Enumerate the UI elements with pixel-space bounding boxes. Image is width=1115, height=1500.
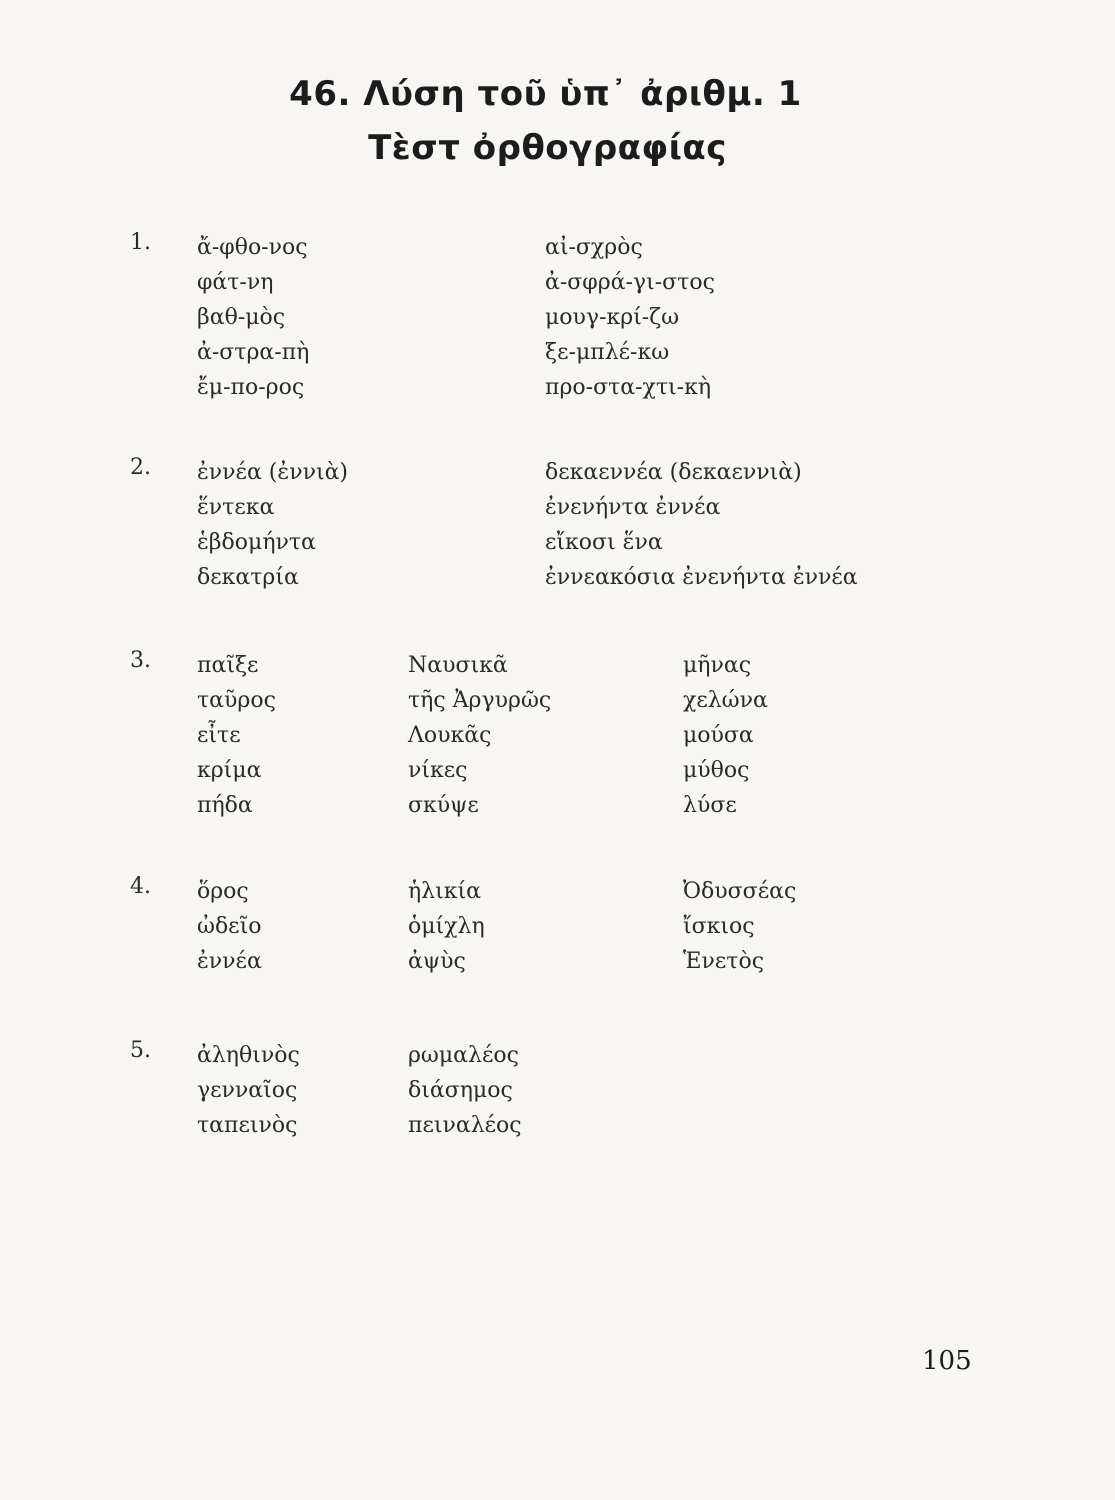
word: Ναυσικᾶ [408,653,508,678]
word: αἰ-σχρὸς [545,235,643,260]
word-column [408,648,551,823]
word: διάσημος [408,1078,513,1103]
word: μουγ-κρί-ζω [545,305,680,330]
word: εἴκοσι ἕνα [545,530,663,555]
word: ἄ-φθο-νος [197,235,308,260]
word: γενναῖος [197,1078,298,1103]
word-column [197,874,262,979]
word: ἡλικία [408,879,481,904]
section-number: 3. [130,648,151,673]
word: τῆς Ἀργυρῶς [408,688,552,713]
word: βαθ-μὸς [197,305,286,330]
word: ἔμ-πο-ρος [197,375,305,400]
word: ἐνενήντα ἐννέα [545,495,721,520]
section-number: 4. [130,874,151,899]
word: δεκατρία [197,565,299,590]
word: ἕντεκα [197,495,275,520]
word: ἀ-στρα-πὴ [197,340,310,365]
word: μύθος [683,758,750,783]
word: μούσα [683,723,754,748]
section-number: 1. [130,230,151,255]
word-column [197,648,276,823]
word: παῖξε [197,653,259,678]
word: προ-στα-χτι-κὴ [545,375,712,400]
word-column [408,1038,522,1143]
word-column [683,648,768,823]
word: ταῦρος [197,688,276,713]
word: ἑβδομήντα [197,530,316,555]
word: εἶτε [197,723,241,748]
word: δεκαεννέα (δεκαεννιὰ) [545,460,802,485]
word-column [683,874,796,979]
word-column [545,455,858,595]
word: κρίμα [197,758,262,783]
page-title: 46. Λύση τοῦ ὑπ᾽ ἀριθμ. 1 [289,74,802,114]
word: φάτ-νη [197,270,274,295]
word: ἴσκιος [683,914,755,939]
word: χελώνα [683,688,768,713]
word: Ὀδυσσέας [683,879,797,904]
page-subtitle: Τὲστ ὀρθογραφίας [368,128,727,168]
word: ταπεινὸς [197,1113,298,1138]
word-column [408,874,485,979]
page-number: 105 [922,1346,972,1376]
word: ξε-μπλέ-κω [545,340,670,365]
word: ὅρος [197,879,249,904]
word: ἀληθινὸς [197,1043,300,1068]
word: ρωμαλέος [408,1043,519,1068]
word: πειναλέος [408,1113,522,1138]
word-column [197,455,348,595]
word: μῆνας [683,653,752,678]
word: Ἑνετὸς [683,949,765,974]
word: ἀψὺς [408,949,466,974]
word: πήδα [197,793,253,818]
word: Λουκᾶς [408,723,492,748]
word: ἀ-σφρά-γι-στος [545,270,715,295]
word: νίκες [408,758,468,783]
word: ἐννέα [197,949,262,974]
section-number: 5. [130,1038,151,1063]
word: ὠδεῖο [197,914,262,939]
section-number: 2. [130,455,151,480]
word: σκύψε [408,793,479,818]
word-column [197,230,309,405]
word: ἐννεακόσια ἐνενήντα ἐννέα [545,565,858,590]
word: ὁμίχλη [408,914,485,939]
word: ἐννέα (ἐννιὰ) [197,460,349,485]
word: λύσε [683,793,737,818]
word-column [197,1038,300,1143]
word-column [545,230,715,405]
